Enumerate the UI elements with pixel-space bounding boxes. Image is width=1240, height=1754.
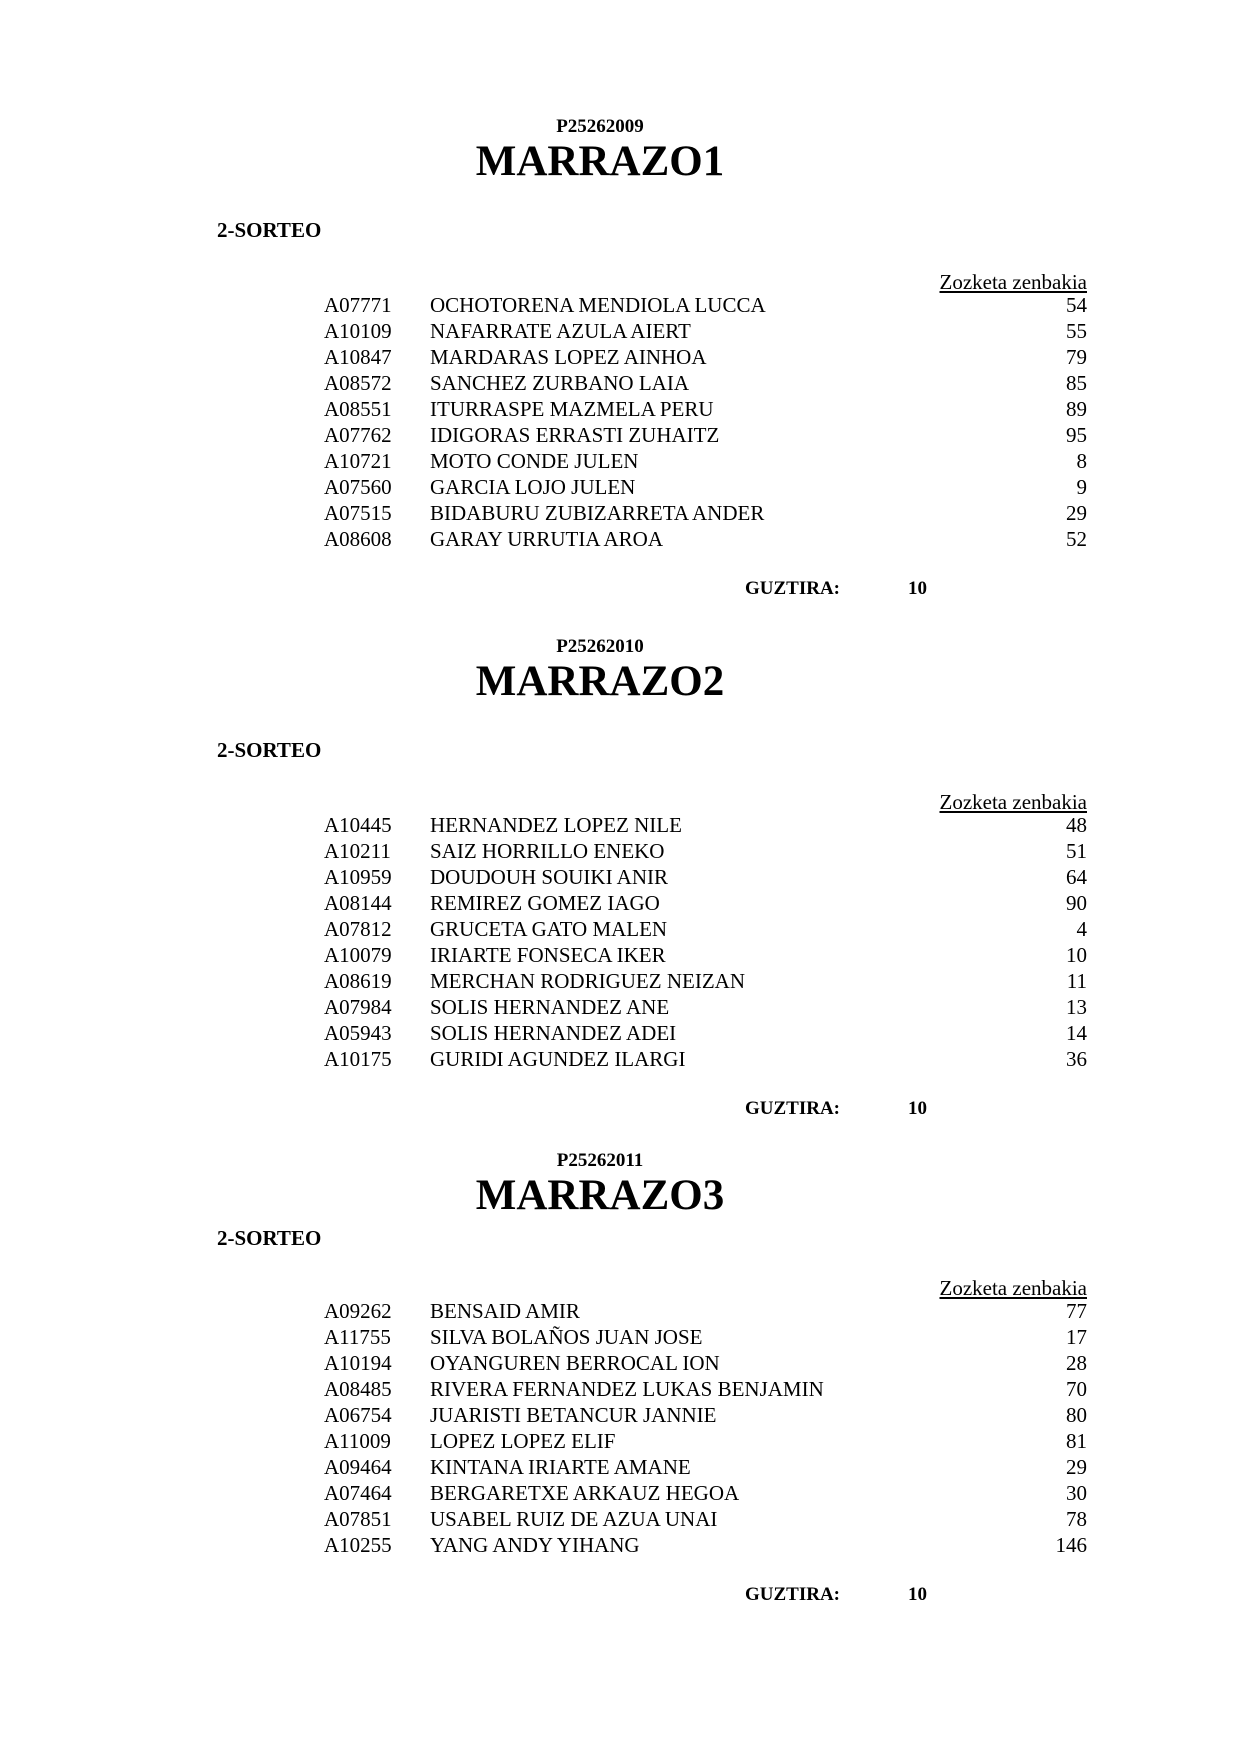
draw-number: 54 xyxy=(1066,293,1087,317)
table-row xyxy=(0,1376,1240,1402)
table-row xyxy=(0,526,1240,552)
total-value: 10 xyxy=(908,1098,927,1119)
table-row xyxy=(0,318,1240,344)
table-row xyxy=(0,994,1240,1020)
sorteo-label: 2-SORTEO xyxy=(217,1226,322,1250)
table-row xyxy=(0,1532,1240,1558)
table-row xyxy=(0,1324,1240,1350)
participant-id: A07560 xyxy=(324,475,392,499)
participant-id: A07762 xyxy=(324,423,392,447)
participant-id: A08608 xyxy=(324,527,392,551)
table-row xyxy=(0,864,1240,890)
participant-list xyxy=(0,1298,1240,1558)
draw-number: 77 xyxy=(1066,1299,1087,1323)
table-row xyxy=(0,422,1240,448)
participant-name: HERNANDEZ LOPEZ NILE xyxy=(430,813,682,837)
participant-id: A10255 xyxy=(324,1533,392,1557)
draw-number: 28 xyxy=(1066,1351,1087,1375)
table-row xyxy=(0,968,1240,994)
draw-number: 85 xyxy=(1066,371,1087,395)
table-row xyxy=(0,1350,1240,1376)
participant-name: IRIARTE FONSECA IKER xyxy=(430,943,666,967)
participant-id: A10211 xyxy=(324,839,391,863)
participant-name: OYANGUREN BERROCAL ION xyxy=(430,1351,720,1375)
participant-id: A10959 xyxy=(324,865,392,889)
draw-number: 81 xyxy=(1066,1429,1087,1453)
draw-number: 8 xyxy=(1076,449,1087,473)
draw-number: 10 xyxy=(1066,943,1087,967)
participant-name: BIDABURU ZUBIZARRETA ANDER xyxy=(430,501,765,525)
draw-number: 70 xyxy=(1066,1377,1087,1401)
draw-number: 55 xyxy=(1066,319,1087,343)
participant-name: USABEL RUIZ DE AZUA UNAI xyxy=(430,1507,718,1531)
table-row xyxy=(0,344,1240,370)
participant-name: DOUDOUH SOUIKI ANIR xyxy=(430,865,668,889)
table-row xyxy=(0,448,1240,474)
table-row xyxy=(0,396,1240,422)
participant-id: A11755 xyxy=(324,1325,391,1349)
participant-id: A08572 xyxy=(324,371,392,395)
participant-name: GRUCETA GATO MALEN xyxy=(430,917,668,941)
participant-name: SOLIS HERNANDEZ ANE xyxy=(430,995,670,1019)
table-row xyxy=(0,370,1240,396)
participant-name: LOPEZ LOPEZ ELIF xyxy=(430,1429,616,1453)
column-header-draw-number: Zozketa zenbakia xyxy=(939,270,1087,294)
participant-name: MERCHAN RODRIGUEZ NEIZAN xyxy=(430,969,745,993)
participant-name: OCHOTORENA MENDIOLA LUCCA xyxy=(430,293,766,317)
group-title: MARRAZO1 xyxy=(475,138,725,185)
participant-id: A10445 xyxy=(324,813,392,837)
participant-name: ITURRASPE MAZMELA PERU xyxy=(430,397,714,421)
participant-id: A07515 xyxy=(324,501,392,525)
total-label: GUZTIRA: xyxy=(745,578,841,599)
participant-name: GARAY URRUTIA AROA xyxy=(430,527,663,551)
total-value: 10 xyxy=(908,578,927,599)
group-code: P25262009 xyxy=(556,116,644,137)
column-header-draw-number: Zozketa zenbakia xyxy=(939,1276,1087,1300)
participant-id: A09464 xyxy=(324,1455,392,1479)
table-row xyxy=(0,838,1240,864)
draw-number: 17 xyxy=(1066,1325,1087,1349)
participant-name: JUARISTI BETANCUR JANNIE xyxy=(430,1403,717,1427)
participant-name: MARDARAS LOPEZ AINHOA xyxy=(430,345,707,369)
participant-list xyxy=(0,292,1240,552)
participant-name: SANCHEZ ZURBANO LAIA xyxy=(430,371,689,395)
participant-id: A10847 xyxy=(324,345,392,369)
table-row xyxy=(0,1046,1240,1072)
group-code: P25262011 xyxy=(556,1150,644,1171)
participant-id: A06754 xyxy=(324,1403,392,1427)
participant-name: KINTANA IRIARTE AMANE xyxy=(430,1455,691,1479)
table-row xyxy=(0,292,1240,318)
group-section-3 xyxy=(0,1150,1240,1630)
table-row xyxy=(0,1480,1240,1506)
participant-name: SOLIS HERNANDEZ ADEI xyxy=(430,1021,677,1045)
participant-name: RIVERA FERNANDEZ LUKAS BENJAMIN xyxy=(430,1377,824,1401)
participant-id: A07464 xyxy=(324,1481,392,1505)
table-row xyxy=(0,500,1240,526)
participant-name: SAIZ HORRILLO ENEKO xyxy=(430,839,665,863)
total-label: GUZTIRA: xyxy=(745,1098,841,1119)
table-row xyxy=(0,812,1240,838)
table-row xyxy=(0,1454,1240,1480)
total-label: GUZTIRA: xyxy=(745,1584,841,1605)
table-row xyxy=(0,942,1240,968)
draw-number: 146 xyxy=(1055,1533,1087,1557)
participant-id: A08551 xyxy=(324,397,392,421)
participant-id: A07851 xyxy=(324,1507,392,1531)
draw-number: 11 xyxy=(1066,969,1087,993)
participant-id: A07984 xyxy=(324,995,392,1019)
sorteo-label: 2-SORTEO xyxy=(217,218,322,242)
total-value: 10 xyxy=(908,1584,927,1605)
participant-id: A07771 xyxy=(324,293,392,317)
participant-name: REMIREZ GOMEZ IAGO xyxy=(430,891,660,915)
table-row xyxy=(0,1298,1240,1324)
participant-name: YANG ANDY YIHANG xyxy=(430,1533,640,1557)
draw-number: 29 xyxy=(1066,501,1087,525)
participant-id: A10721 xyxy=(324,449,392,473)
participant-name: IDIGORAS ERRASTI ZUHAITZ xyxy=(430,423,720,447)
participant-name: GURIDI AGUNDEZ ILARGI xyxy=(430,1047,686,1071)
draw-number: 29 xyxy=(1066,1455,1087,1479)
participant-name: BERGARETXE ARKAUZ HEGOA xyxy=(430,1481,740,1505)
participant-id: A10194 xyxy=(324,1351,392,1375)
draw-number: 89 xyxy=(1066,397,1087,421)
draw-number: 79 xyxy=(1066,345,1087,369)
draw-number: 30 xyxy=(1066,1481,1087,1505)
participant-id: A10175 xyxy=(324,1047,392,1071)
draw-number: 51 xyxy=(1066,839,1087,863)
participant-id: A10079 xyxy=(324,943,392,967)
group-section-2 xyxy=(0,636,1240,1119)
group-title: MARRAZO2 xyxy=(475,658,725,705)
draw-number: 90 xyxy=(1066,891,1087,915)
group-code: P25262010 xyxy=(556,636,644,657)
draw-number: 52 xyxy=(1066,527,1087,551)
column-header-draw-number: Zozketa zenbakia xyxy=(939,790,1087,814)
participant-name: MOTO CONDE JULEN xyxy=(430,449,639,473)
draw-number: 78 xyxy=(1066,1507,1087,1531)
table-row xyxy=(0,1020,1240,1046)
table-row xyxy=(0,1428,1240,1454)
participant-name: GARCIA LOJO JULEN xyxy=(430,475,636,499)
table-row xyxy=(0,890,1240,916)
participant-id: A08144 xyxy=(324,891,392,915)
group-title: MARRAZO3 xyxy=(475,1172,725,1219)
participant-id: A10109 xyxy=(324,319,392,343)
participant-name: SILVA BOLAÑOS JUAN JOSE xyxy=(430,1325,703,1349)
participant-id: A07812 xyxy=(324,917,392,941)
table-row xyxy=(0,916,1240,942)
participant-id: A05943 xyxy=(324,1021,392,1045)
participant-id: A08485 xyxy=(324,1377,392,1401)
participant-id: A11009 xyxy=(324,1429,391,1453)
draw-number: 95 xyxy=(1066,423,1087,447)
participant-list xyxy=(0,812,1240,1072)
table-row xyxy=(0,1506,1240,1532)
draw-number: 9 xyxy=(1076,475,1087,499)
participant-id: A08619 xyxy=(324,969,392,993)
draw-number: 48 xyxy=(1066,813,1087,837)
sorteo-label: 2-SORTEO xyxy=(217,738,322,762)
draw-number: 13 xyxy=(1066,995,1087,1019)
draw-number: 36 xyxy=(1066,1047,1087,1071)
draw-number: 80 xyxy=(1066,1403,1087,1427)
participant-name: NAFARRATE AZULA AIERT xyxy=(430,319,691,343)
draw-number: 64 xyxy=(1066,865,1087,889)
participant-name: BENSAID AMIR xyxy=(430,1299,580,1323)
participant-id: A09262 xyxy=(324,1299,392,1323)
table-row xyxy=(0,1402,1240,1428)
draw-number: 14 xyxy=(1066,1021,1087,1045)
draw-number: 4 xyxy=(1076,917,1087,941)
group-section-1 xyxy=(0,116,1240,599)
table-row xyxy=(0,474,1240,500)
